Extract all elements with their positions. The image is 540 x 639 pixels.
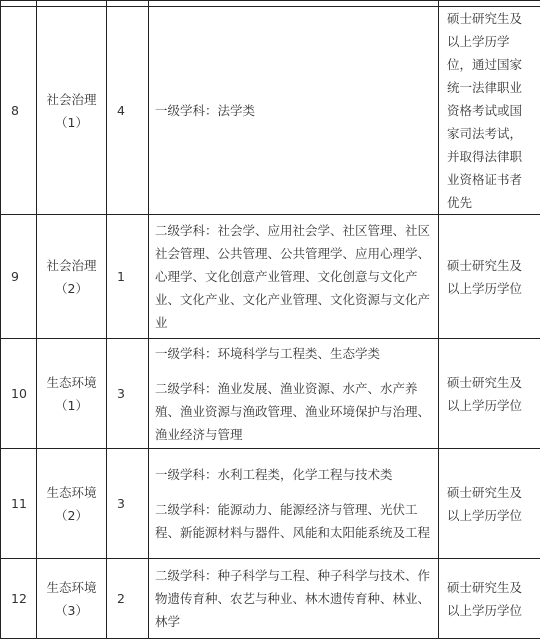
table-row xyxy=(1,449,540,559)
position-name-line2: （1） xyxy=(55,397,88,413)
position-name-line2: （2） xyxy=(55,280,88,296)
row-number: 8 xyxy=(1,7,37,215)
position-name-line2: （1） xyxy=(55,114,88,130)
requirement-cell: 硕士研究生及以上学历学位，通过国家统一法律职业资格考试或国家司法考试，并取得法律职业资格证书者优先 xyxy=(439,7,540,215)
subject-text: 二级学科：社会学、应用社会学、社区管理、社区社会管理、公共管理、公共管理学、应用心理学、心理学、文化创意产业管理、文化创意与文化产业、文化产业、文化产业管理、文化资源与文化产业 xyxy=(155,223,431,330)
position-name-line1: 生态环境 xyxy=(46,579,97,595)
row-number: 12 xyxy=(1,559,37,639)
position-name xyxy=(37,339,107,449)
position-name-line1: 生态环境 xyxy=(46,374,97,390)
position-name-line1: 社会治理 xyxy=(46,257,97,273)
subject-cell xyxy=(149,449,439,559)
subject-cell xyxy=(149,7,439,215)
subject-text: 二级学科：能源动力、能源经济与管理、光伏工程、新能源材料与器件、风能和太阳能系统及工程 xyxy=(155,502,431,540)
subject-text: 一级学科：环境科学与工程类、生态学类 xyxy=(155,345,381,361)
table-row xyxy=(1,339,540,449)
position-count: 3 xyxy=(107,339,149,449)
subject-cell xyxy=(149,339,439,449)
subject-cell xyxy=(149,215,439,339)
position-count: 2 xyxy=(107,559,149,639)
position-name-line1: 生态环境 xyxy=(46,484,97,500)
row-number: 9 xyxy=(1,215,37,339)
subject-text: 二级学科：渔业发展、渔业资源、水产、水产养殖、渔业资源与渔政管理、渔业环境保护与治理、渔业经济与管理 xyxy=(155,380,431,442)
requirement-cell: 硕士研究生及以上学历学位 xyxy=(439,449,540,559)
position-name-line1: 社会治理 xyxy=(46,91,97,107)
position-count: 1 xyxy=(107,215,149,339)
subject-text: 一级学科：水利工程类，化学工程与技术类 xyxy=(155,467,393,482)
requirement-cell: 硕士研究生及以上学历学位 xyxy=(439,559,540,639)
table-row xyxy=(1,7,540,215)
position-name-line2: （2） xyxy=(55,507,88,523)
subject-cell xyxy=(149,559,439,639)
position-name xyxy=(37,559,107,639)
table-row xyxy=(1,215,540,339)
subject-text: 一级学科：法学类 xyxy=(155,103,256,118)
requirement-cell: 硕士研究生及以上学历学位 xyxy=(439,215,540,339)
requirement-cell: 硕士研究生及以上学历学位 xyxy=(439,339,540,449)
subject-text: 二级学科：种子科学与工程、种子科学与技术、作物遗传育种、农艺与种业、林木遗传育种、林业、林学 xyxy=(155,568,431,629)
position-name xyxy=(37,7,107,215)
row-number: 10 xyxy=(1,339,37,449)
position-name xyxy=(37,215,107,339)
table-row xyxy=(1,559,540,639)
position-count: 3 xyxy=(107,449,149,559)
row-number: 11 xyxy=(1,449,37,559)
position-name xyxy=(37,449,107,559)
position-name-line2: （3） xyxy=(55,602,88,618)
position-count: 4 xyxy=(107,7,149,215)
